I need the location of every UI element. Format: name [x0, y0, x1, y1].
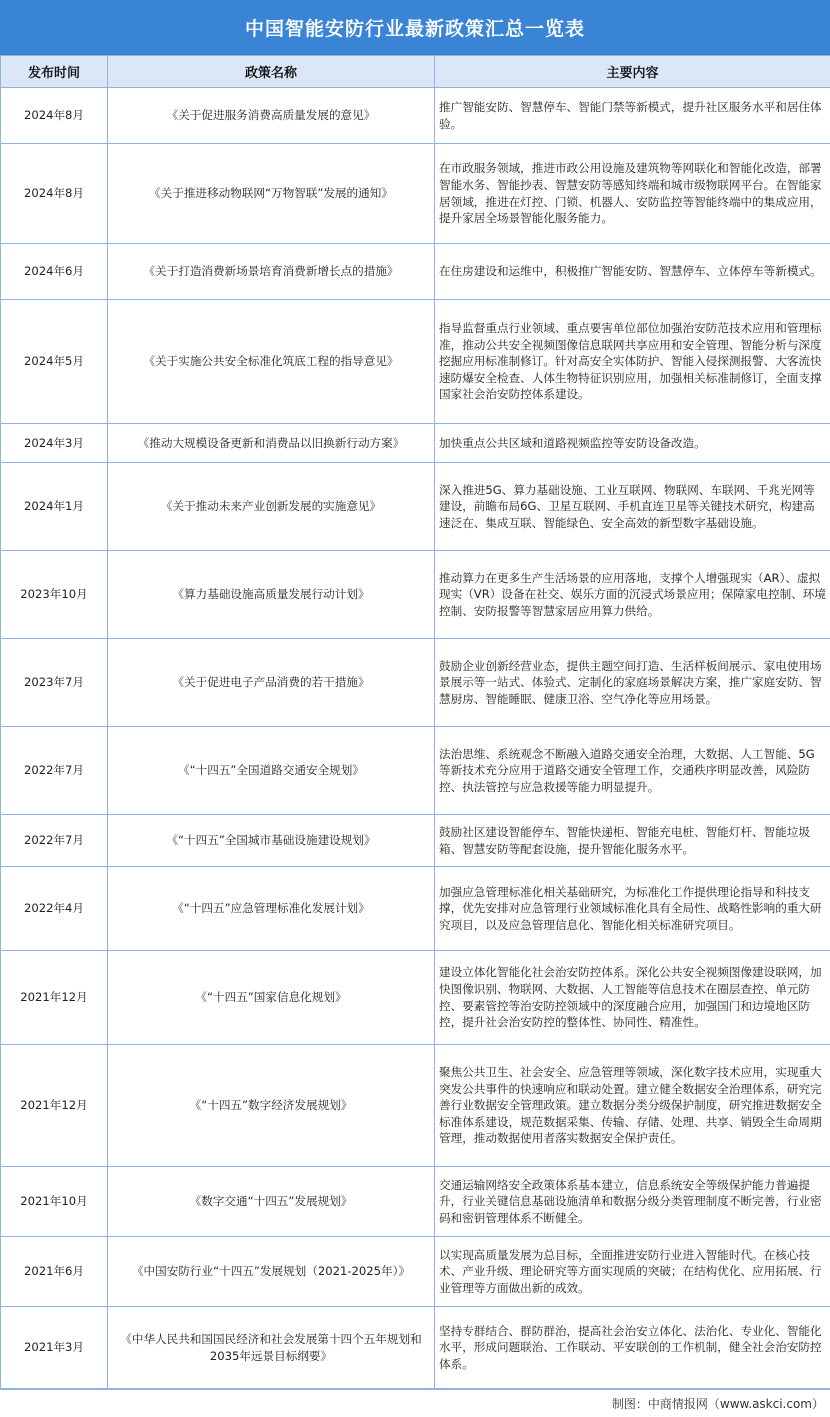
table-row	[1, 1167, 830, 1237]
row-policy-name: 《关于实施公共安全标准化筑底工程的指导意见》	[108, 300, 435, 424]
table-row	[1, 639, 830, 727]
header-date: 发布时间	[1, 56, 108, 88]
row-policy-name: 《关于促进服务消费高质量发展的意见》	[108, 88, 435, 144]
row-content: 坚持专群结合、群防群治，提高社会治安立体化、法治化、专业化、智能化水平，形成问题联治、工作联动、平安联创的工作机制，健全社会治安防控体系。	[435, 1307, 830, 1389]
row-content: 推动算力在更多生产生活场景的应用落地，支撑个人增强现实（AR）、虚拟现实（VR）设备在社交、娱乐方面的沉浸式场景应用；保障家电控制、环境控制、安防报警等智慧家居应用算力供给。	[435, 551, 830, 639]
row-date: 2024年1月	[1, 463, 108, 551]
row-policy-name: 《数字交通“十四五”发展规划》	[108, 1167, 435, 1237]
row-date: 2021年10月	[1, 1167, 108, 1237]
row-policy-name: 《算力基础设施高质量发展行动计划》	[108, 551, 435, 639]
table-row	[1, 867, 830, 951]
row-policy-name: 《“十四五”全国道路交通安全规划》	[108, 727, 435, 815]
table-row	[1, 424, 830, 463]
table-row	[1, 727, 830, 815]
table-row	[1, 1045, 830, 1167]
row-policy-name: 《“十四五”国家信息化规划》	[108, 951, 435, 1045]
row-content: 法治思维、系统观念不断融入道路交通安全治理，大数据、人工智能、5G等新技术充分应用于道路交通安全管理工作，交通秩序明显改善，风险防控、执法管控与应急救援等能力明显提升。	[435, 727, 830, 815]
row-date: 2023年10月	[1, 551, 108, 639]
row-policy-name: 《关于推进移动物联网“万物智联”发展的通知》	[108, 144, 435, 244]
table-title: 中国智能安防行业最新政策汇总一览表	[0, 0, 830, 55]
table-row	[1, 244, 830, 300]
header-name: 政策名称	[108, 56, 435, 88]
row-content: 交通运输网络安全政策体系基本建立，信息系统安全等级保护能力普遍提升，行业关键信息基础设施清单和数据分级分类管理制度不断完善，行业密码和密钥管理体系不断健全。	[435, 1167, 830, 1237]
row-policy-name: 《推动大规模设备更新和消费品以旧换新行动方案》	[108, 424, 435, 463]
header-row	[1, 56, 830, 88]
row-content: 鼓励企业创新经营业态，提供主题空间打造、生活样板间展示、家电使用场景展示等一站式、体验式、定制化的家庭场景解决方案，推广家庭安防、智慧厨房、智能睡眠、健康卫浴、空气净化等应用场景。	[435, 639, 830, 727]
row-date: 2021年12月	[1, 1045, 108, 1167]
row-policy-name: 《“十四五”全国城市基础设施建设规划》	[108, 815, 435, 867]
row-date: 2021年3月	[1, 1307, 108, 1389]
row-policy-name: 《中国安防行业“十四五”发展规划（2021-2025年）》	[108, 1237, 435, 1307]
table-row	[1, 551, 830, 639]
row-content: 鼓励社区建设智能停车、智能快递柜、智能充电桩、智能灯杆、智能垃圾箱、智慧安防等配套设施，提升智能化服务水平。	[435, 815, 830, 867]
row-content: 深入推进5G、算力基础设施、工业互联网、物联网、车联网、千兆光网等建设，前瞻布局6G、卫星互联网、手机直连卫星等关键技术研究，构建高速泛在、集成互联、智能绿色、安全高效的新型数字基础设施。	[435, 463, 830, 551]
row-date: 2024年5月	[1, 300, 108, 424]
table-row	[1, 951, 830, 1045]
row-content: 聚焦公共卫生、社会安全、应急管理等领域，深化数字技术应用，实现重大突发公共事件的快速响应和联动处置。建立健全数据安全治理体系，研究完善行业数据安全管理政策。建立数据分类分级保护制度，研究推进数据安全标准体系建设，规范数据采集、传输、存储、处理、共享、销毁全生命周期管理，推动数据使用者落实数据安全保护责任。	[435, 1045, 830, 1167]
table-row	[1, 88, 830, 144]
row-content: 建设立体化智能化社会治安防控体系。深化公共安全视频图像建设联网，加快图像识别、物联网、大数据、人工智能等信息技术在圈层查控、单元防控、要素管控等治安防控领域中的深度融合应用，加强国门和边境地区防控，提升社会治安防控的整体性、协同性、精准性。	[435, 951, 830, 1045]
row-content: 以实现高质量发展为总目标，全面推进安防行业进入智能时代。在核心技术、产业升级、理论研究等方面实现质的突破；在结构优化、应用拓展、行业管理等方面做出新的成效。	[435, 1237, 830, 1307]
row-date: 2022年4月	[1, 867, 108, 951]
row-date: 2021年12月	[1, 951, 108, 1045]
row-date: 2024年6月	[1, 244, 108, 300]
row-content: 在住房建设和运维中，积极推广智能安防、智慧停车、立体停车等新模式。	[435, 244, 830, 300]
table-row	[1, 815, 830, 867]
table-row	[1, 1307, 830, 1389]
row-content: 推广智能安防、智慧停车、智能门禁等新模式，提升社区服务水平和居住体验。	[435, 88, 830, 144]
source-credit: 制图：中商情报网（www.askci.com）	[0, 1389, 830, 1417]
row-policy-name: 《关于促进电子产品消费的若干措施》	[108, 639, 435, 727]
row-policy-name: 《中华人民共和国国民经济和社会发展第十四个五年规划和2035年远景目标纲要》	[108, 1307, 435, 1389]
row-date: 2024年8月	[1, 144, 108, 244]
row-policy-name: 《“十四五”应急管理标准化发展计划》	[108, 867, 435, 951]
table-row	[1, 463, 830, 551]
row-date: 2022年7月	[1, 815, 108, 867]
table-row	[1, 144, 830, 244]
row-date: 2024年8月	[1, 88, 108, 144]
row-date: 2022年7月	[1, 727, 108, 815]
row-content: 在市政服务领域，推进市政公用设施及建筑物等网联化和智能化改造，部署智能水务、智能抄表、智慧安防等感知终端和城市级物联网平台。在智能家居领域，推进在灯控、门锁、机器人、安防监控等智能终端中的集成应用，提升家居全场景智能化服务能力。	[435, 144, 830, 244]
policy-table	[0, 55, 830, 1389]
row-content: 加强应急管理标准化相关基础研究，为标准化工作提供理论指导和科技支撑，优先安排对应急管理行业领域标准化具有全局性、战略性影响的重大研究项目，以及应急管理信息化、智能化相关标准研究项目。	[435, 867, 830, 951]
row-policy-name: 《关于推动未来产业创新发展的实施意见》	[108, 463, 435, 551]
row-policy-name: 《关于打造消费新场景培育消费新增长点的措施》	[108, 244, 435, 300]
row-policy-name: 《“十四五”数字经济发展规划》	[108, 1045, 435, 1167]
header-content: 主要内容	[435, 56, 830, 88]
row-date: 2021年6月	[1, 1237, 108, 1307]
row-content: 加快重点公共区域和道路视频监控等安防设备改造。	[435, 424, 830, 463]
row-content: 指导监督重点行业领域、重点要害单位部位加强治安防范技术应用和管理标准，推动公共安全视频图像信息联网共享应用和安全管理、智能分析与深度挖掘应用标准制修订。针对高安全实体防护、智能入侵探测报警、大客流快速防爆安全检查、人体生物特征识别应用，加强相关标准制修订，全面支撑国家社会治安防控体系建设。	[435, 300, 830, 424]
table-row	[1, 1237, 830, 1307]
row-date: 2024年3月	[1, 424, 108, 463]
table-row	[1, 300, 830, 424]
row-date: 2023年7月	[1, 639, 108, 727]
